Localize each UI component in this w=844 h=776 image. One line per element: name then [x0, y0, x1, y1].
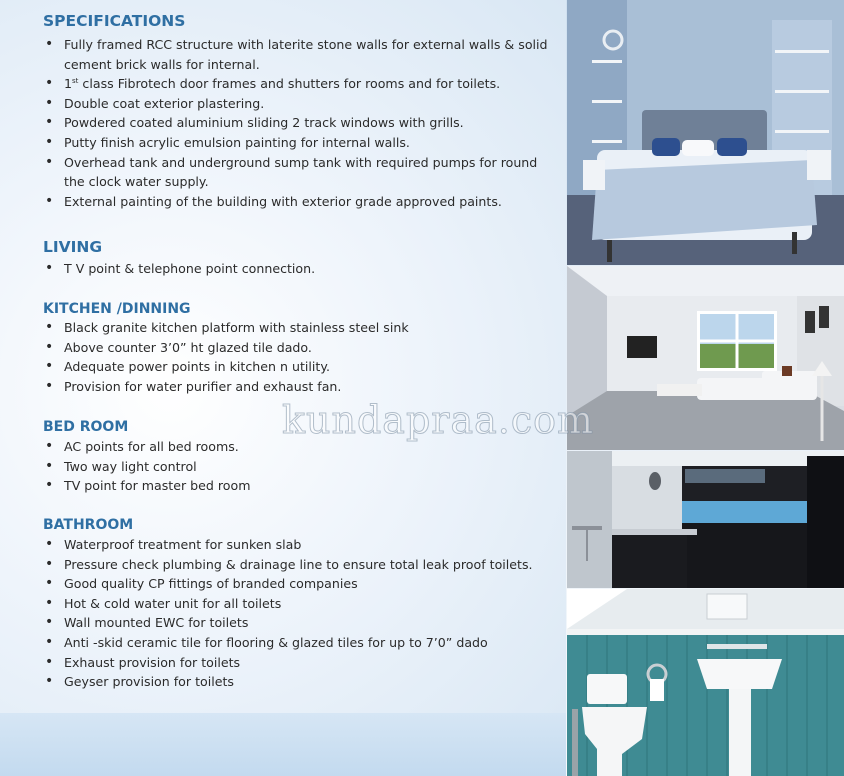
living-list: [43, 259, 558, 279]
footer-band: [0, 713, 566, 776]
list-item: • Pressure check plumbing & drainage line to ensure total leak proof toilets.: [43, 555, 558, 575]
list-item: • Waterproof treatment for sunken slab: [43, 535, 558, 555]
list-item: • Exhaust provision for toilets: [43, 653, 558, 673]
list-item: • Overhead tank and underground sump tank with required pumps for round the clock water supply.: [43, 153, 558, 192]
list-item: • Putty finish acrylic emulsion painting for internal walls.: [43, 133, 558, 153]
kitchen-photo: [567, 451, 844, 588]
specifications-heading: SPECIFICATIONS: [43, 12, 186, 30]
list-item: • Wall mounted EWC for toilets: [43, 613, 558, 633]
bathroom-list: [43, 535, 558, 692]
list-item: • Hot & cold water unit for all toilets: [43, 594, 558, 614]
list-item: • Black granite kitchen platform with stainless steel sink: [43, 318, 558, 338]
watermark: kundapraa.com: [282, 398, 595, 442]
list-item: • External painting of the building with exterior grade approved paints.: [43, 192, 558, 212]
list-item: • AC points for all bed rooms.: [43, 437, 558, 457]
list-item: • Above counter 3’0” ht glazed tile dado.: [43, 338, 558, 358]
list-item: • T V point & telephone point connection.: [43, 259, 558, 279]
kitchen-heading: KITCHEN /DINNING: [43, 301, 191, 317]
list-item: • 1st class Fibrotech door frames and shutters for rooms and for toilets.: [43, 74, 558, 94]
kitchen-list: [43, 318, 558, 396]
bedroom-photo: [567, 0, 844, 265]
list-item: • Good quality CP fittings of branded companies: [43, 574, 558, 594]
bedroom-list: [43, 437, 558, 496]
bathroom-photo: [567, 589, 844, 776]
list-item: • Anti -skid ceramic tile for flooring & glazed tiles for up to 7’0” dado: [43, 633, 558, 653]
list-item: • Geyser provision for toilets: [43, 672, 558, 692]
list-item: • Fully framed RCC structure with laterite stone walls for external walls & solid cement brick walls for internal.: [43, 35, 558, 74]
list-item: • Adequate power points in kitchen n utility.: [43, 357, 558, 377]
bedroom-heading: BED ROOM: [43, 419, 129, 435]
living-heading: LIVING: [43, 238, 103, 256]
list-item: • Provision for water purifier and exhaust fan.: [43, 377, 558, 397]
specifications-list: [43, 35, 558, 211]
living-room-photo: [567, 266, 844, 450]
list-item: • TV point for master bed room: [43, 476, 558, 496]
list-item: • Powdered coated aluminium sliding 2 track windows with grills.: [43, 113, 558, 133]
bathroom-heading: BATHROOM: [43, 517, 134, 533]
list-item: • Two way light control: [43, 457, 558, 477]
list-item: • Double coat exterior plastering.: [43, 94, 558, 114]
